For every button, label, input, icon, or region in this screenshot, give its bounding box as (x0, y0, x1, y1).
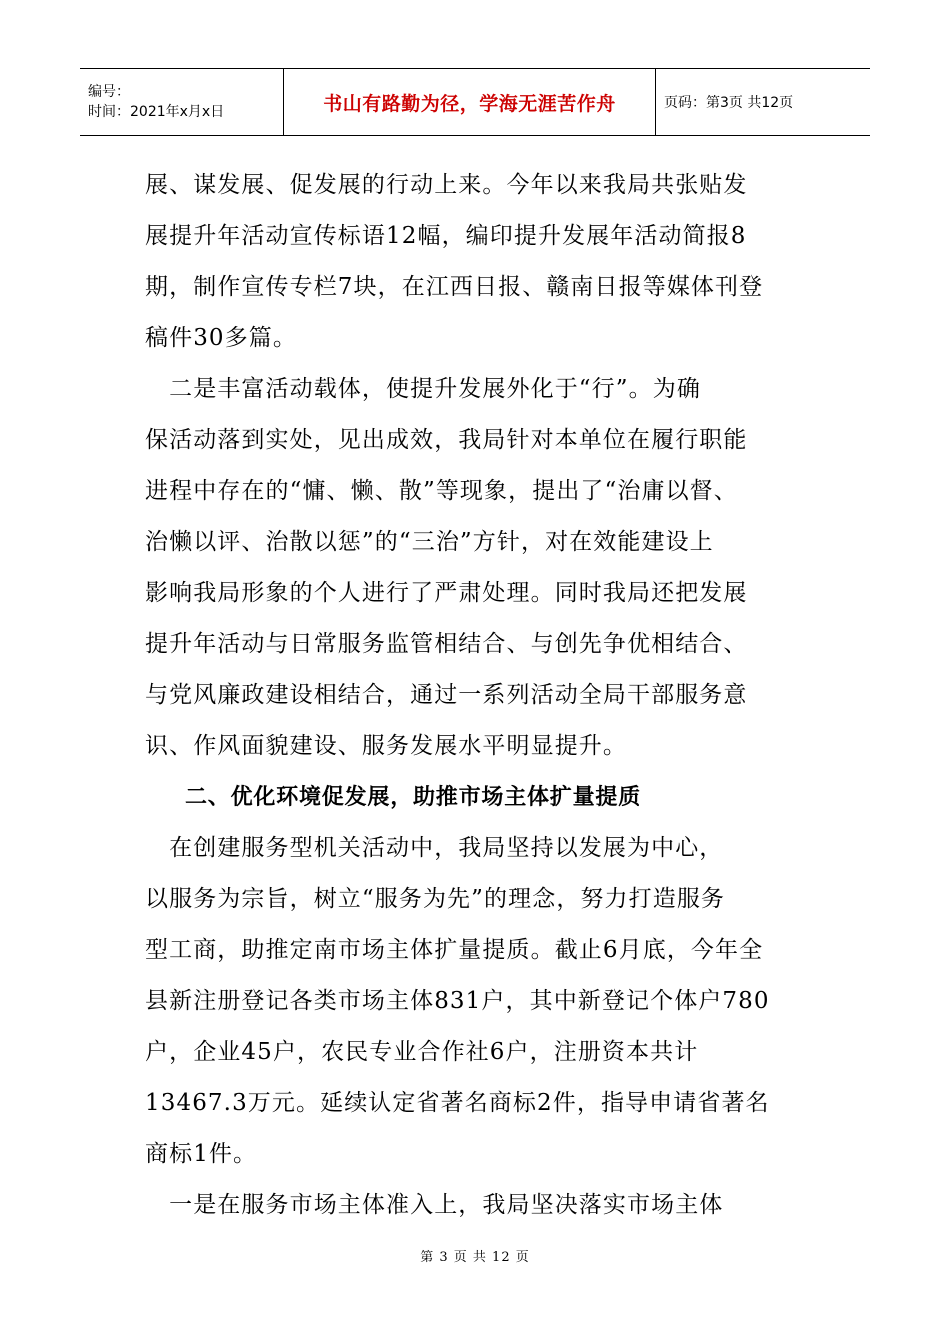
body-line: 以服务为宗旨，树立“服务为先”的理念，努力打造服务 (145, 886, 726, 912)
body-line: 期，制作宣传专栏7块，在江西日报、赣南日报等媒体刊登 (145, 274, 764, 300)
page-header (80, 68, 870, 136)
header-page-cell (656, 69, 870, 135)
header-meta (80, 69, 283, 135)
body-line: 治懒以评、治散以惩”的“三治”方针，对在效能建设上 (145, 529, 714, 555)
header-motto-cell (283, 69, 656, 135)
body-line: 影响我局形象的个人进行了严肃处理。同时我局还把发展 (145, 580, 748, 606)
document-body (145, 160, 810, 1231)
body-line: 在创建服务型机关活动中，我局坚持以发展为中心， (145, 835, 724, 861)
body-line: 县新注册登记各类市场主体831户，其中新登记个体户780 (145, 988, 770, 1014)
page-footer: 第 3 页 共 12 页 (420, 1250, 530, 1265)
body-line: 进程中存在的“慵、懒、散”等现象，提出了“治庸以督、 (145, 478, 738, 504)
body-line: 保活动落到实处，见出成效，我局针对本单位在履行职能 (145, 427, 748, 453)
body-line: 与党风廉政建设相结合，通过一系列活动全局干部服务意 (145, 682, 748, 708)
body-line: 提升年活动与日常服务监管相结合、与创先争优相结合、 (145, 631, 748, 657)
body-line: 二是丰富活动载体，使提升发展外化于“行”。为确 (145, 376, 701, 402)
document-number-label: 编号： (88, 84, 130, 100)
body-line: 稿件30多篇。 (145, 325, 297, 351)
body-line: 商标1件。 (145, 1141, 258, 1167)
body-line: 一是在服务市场主体准入上，我局坚决落实市场主体 (145, 1192, 724, 1218)
header-motto: 书山有路勤为径，学海无涯苦作舟 (323, 92, 616, 115)
section-heading: 二、优化环境促发展，助推市场主体扩量提质 (185, 785, 642, 810)
body-line: 展、谋发展、促发展的行动上来。今年以来我局共张贴发 (145, 172, 748, 198)
body-line: 型工商，助推定南市场主体扩量提质。截止6月底，今年全 (145, 937, 764, 963)
document-date-label: 时间：2021年x月x日 (88, 104, 225, 120)
body-line: 展提升年活动宣传标语12幅，编印提升发展年活动简报8 (145, 223, 747, 249)
body-line: 13467.3万元。延续认定省著名商标2件，指导申请省著名 (145, 1090, 770, 1116)
body-line: 户，企业45户，农民专业合作社6户，注册资本共计 (145, 1039, 699, 1065)
header-page-number: 页码：第3页 共12页 (664, 95, 794, 111)
body-line: 识、作风面貌建设、服务发展水平明显提升。 (145, 733, 627, 759)
